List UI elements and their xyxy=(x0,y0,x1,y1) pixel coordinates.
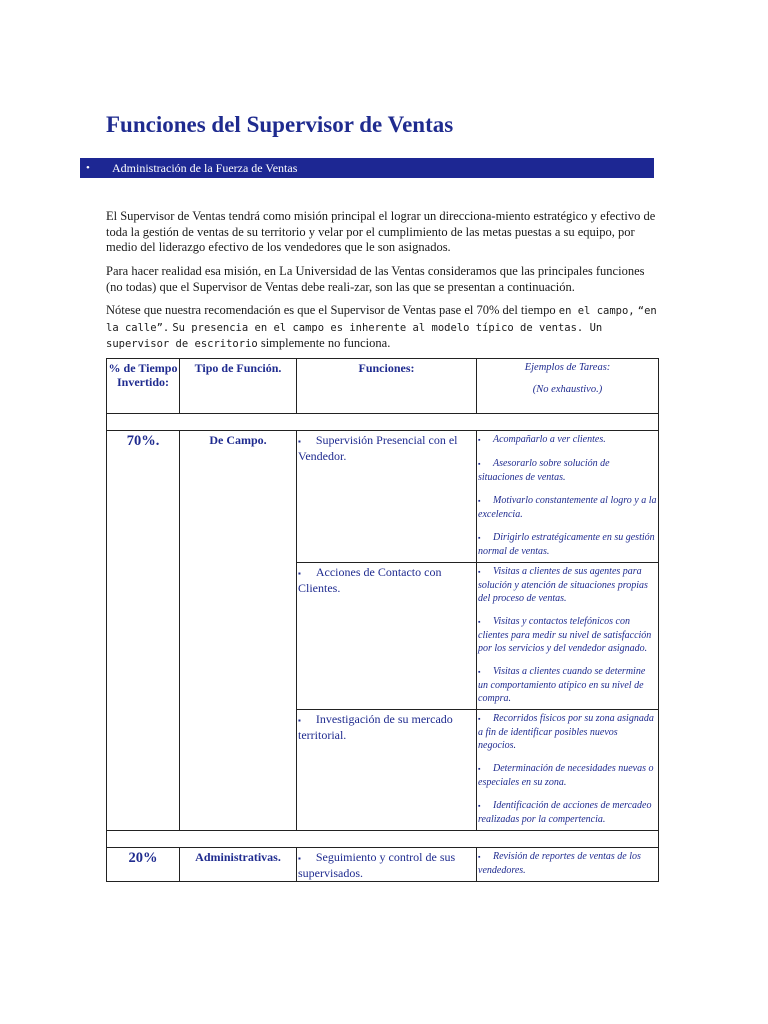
function-cell xyxy=(297,848,477,882)
square-bullet-icon: ▪ xyxy=(478,534,481,542)
highlight-text: en el campo, xyxy=(558,305,635,317)
square-bullet-icon: ▪ xyxy=(478,715,481,723)
task-text: Visitas y contactos telefónicos con clientes para medir su nivel de satisfacción por los servicios y del vendedor asignado. xyxy=(478,616,652,654)
task-item xyxy=(478,850,657,877)
task-item xyxy=(478,615,657,655)
section-header-label: Administración de la Fuerza de Ventas xyxy=(112,161,298,175)
square-bullet-icon: ▪ xyxy=(298,854,301,863)
function-label: Supervisión Presencial con el Vendedor. xyxy=(298,433,458,463)
function-label: Seguimiento y control de sus supervisados. xyxy=(298,850,456,880)
task-item xyxy=(478,433,657,447)
task-text: Dirigirlo estratégicamente en su gestión normal de ventas. xyxy=(478,532,655,557)
page-title: Funciones del Supervisor de Ventas xyxy=(106,112,454,137)
task-item xyxy=(478,762,657,789)
header-funciones: Funciones: xyxy=(297,359,477,414)
task-item xyxy=(478,799,657,826)
task-text: Determinación de necesidades nuevas o especiales en su zona. xyxy=(478,763,654,788)
task-text: Acompañarlo a ver clientes. xyxy=(492,434,606,445)
task-text: Revisión de reportes de ventas de los vendedores. xyxy=(478,851,641,876)
table-header-row xyxy=(107,359,659,414)
task-item xyxy=(478,531,657,558)
tasks-cell xyxy=(477,431,659,563)
square-bullet-icon: ▪ xyxy=(298,437,301,446)
tasks-cell xyxy=(477,848,659,882)
bullet-icon: • xyxy=(86,162,90,174)
task-text: Motivarlo constantemente al logro y a la excelencia. xyxy=(478,495,657,520)
function-label: Investigación de su mercado territorial. xyxy=(298,712,453,742)
square-bullet-icon: ▪ xyxy=(298,716,301,725)
task-text: Identificación de acciones de mercadeo realizadas por la compertencia. xyxy=(478,800,652,825)
square-bullet-icon: ▪ xyxy=(478,853,481,861)
function-cell xyxy=(297,431,477,563)
paragraph-text: Su presencia en el campo es inherente al modelo típico de ventas. Un supervisor de escritorio xyxy=(106,321,603,350)
table-row xyxy=(107,848,659,882)
task-item xyxy=(478,494,657,521)
paragraph-functions-intro: Para hacer realidad esa misión, en La Universidad de las Ventas consideramos que las principales funciones (no todas) que el Supervisor de Ventas debe reali-zar, son las que se presentan a continuación. xyxy=(106,264,645,294)
functions-table xyxy=(106,358,659,882)
function-label: Acciones de Contacto con Clientes. xyxy=(298,565,442,595)
paragraph-field-time xyxy=(106,303,662,353)
paragraph-text: Nótese que nuestra recomendación es que el Supervisor de Ventas pase el 70% del tiempo xyxy=(106,303,556,317)
pct-cell: 70%. xyxy=(107,431,180,831)
task-text: Recorridos físicos por su zona asignada a fin de identificar posibles nuevos negocios. xyxy=(478,713,654,751)
header-pct: % de Tiempo Invertido: xyxy=(107,359,180,414)
square-bullet-icon: ▪ xyxy=(478,568,481,576)
square-bullet-icon: ▪ xyxy=(478,497,481,505)
square-bullet-icon: ▪ xyxy=(478,802,481,810)
task-item xyxy=(478,565,657,605)
table-row xyxy=(107,431,659,563)
paragraph-text: simplemente no funciona. xyxy=(260,336,391,350)
square-bullet-icon: ▪ xyxy=(478,436,481,444)
tasks-cell xyxy=(477,563,659,710)
header-ejemplos-title: Ejemplos de Tareas: xyxy=(524,362,611,373)
square-bullet-icon: ▪ xyxy=(298,569,301,578)
square-bullet-icon: ▪ xyxy=(478,668,481,676)
square-bullet-icon: ▪ xyxy=(478,460,481,468)
tipo-cell: De Campo. xyxy=(180,431,297,831)
header-tipo: Tipo de Función. xyxy=(180,359,297,414)
spacer-row xyxy=(107,414,659,431)
square-bullet-icon: ▪ xyxy=(478,765,481,773)
paragraph-mission: El Supervisor de Ventas tendrá como misión principal el lograr un direcciona-miento estratégico y efectivo de toda la gestión de ventas de su territorio y velar por el cumplimiento de las metas puestas a su equipo, por medio del liderazgo efectivo de los vendedores que le son asignados. xyxy=(106,209,656,254)
tipo-cell: Administrativas. xyxy=(180,848,297,882)
function-cell xyxy=(297,563,477,710)
task-item xyxy=(478,457,657,484)
task-text: Asesorarlo sobre solución de situaciones de ventas. xyxy=(478,458,610,483)
section-header-bar xyxy=(80,158,654,178)
pct-cell: 20% xyxy=(107,848,180,882)
task-item xyxy=(478,665,657,705)
spacer-row xyxy=(107,831,659,848)
function-cell xyxy=(297,710,477,831)
header-ejemplos xyxy=(477,359,659,414)
highlight-text: “en la calle”. xyxy=(106,305,657,334)
tasks-cell xyxy=(477,710,659,831)
task-text: Visitas a clientes cuando se determine un comportamiento atípico en su nivel de compra. xyxy=(478,666,646,704)
square-bullet-icon: ▪ xyxy=(478,618,481,626)
header-ejemplos-note: (No exhaustivo.) xyxy=(532,384,603,395)
task-text: Visitas a clientes de sus agentes para solución y atención de situaciones propias del proceso de ventas. xyxy=(478,566,648,604)
task-item xyxy=(478,712,657,752)
